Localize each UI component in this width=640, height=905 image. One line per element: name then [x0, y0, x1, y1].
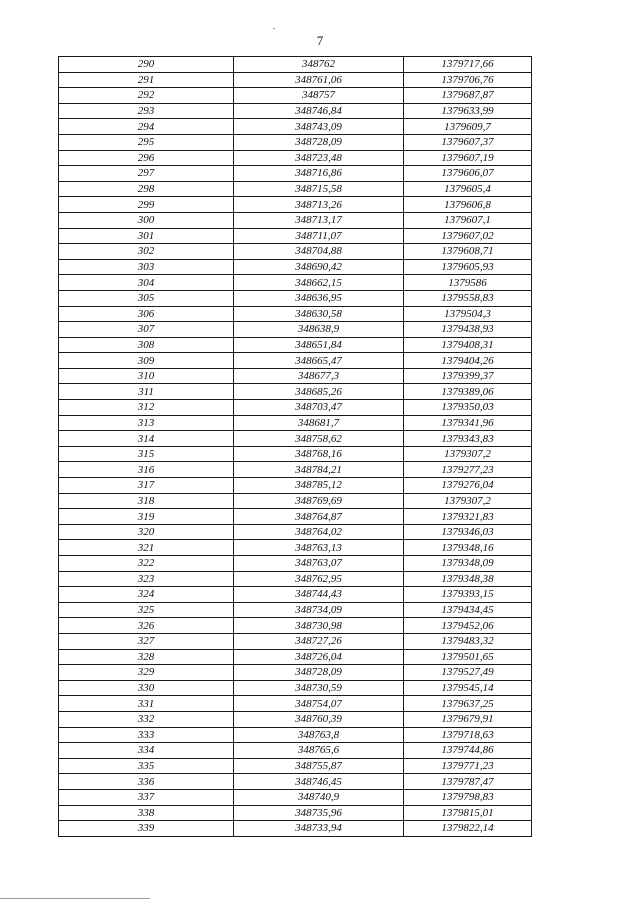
- table-row: [59, 322, 532, 338]
- point-number-cell: 305: [59, 290, 234, 306]
- table-row: [59, 228, 532, 244]
- point-number-cell: 334: [59, 743, 234, 759]
- table-row: [59, 540, 532, 556]
- table-row: [59, 493, 532, 509]
- x-coordinate-cell: 348630,58: [234, 306, 404, 322]
- point-number-cell: 326: [59, 618, 234, 634]
- table-row: [59, 259, 532, 275]
- point-number-cell: 319: [59, 509, 234, 525]
- point-number-cell: 299: [59, 197, 234, 213]
- point-number-cell: 304: [59, 275, 234, 291]
- table-row: [59, 353, 532, 369]
- y-coordinate-cell: 1379389,06: [404, 384, 532, 400]
- point-number-cell: 317: [59, 478, 234, 494]
- x-coordinate-cell: 348723,48: [234, 150, 404, 166]
- x-coordinate-cell: 348716,86: [234, 166, 404, 182]
- point-number-cell: 306: [59, 306, 234, 322]
- table-row: [59, 400, 532, 416]
- y-coordinate-cell: 1379606,07: [404, 166, 532, 182]
- table-row: [59, 462, 532, 478]
- x-coordinate-cell: 348764,02: [234, 524, 404, 540]
- point-number-cell: 311: [59, 384, 234, 400]
- table-row: [59, 384, 532, 400]
- y-coordinate-cell: 1379399,37: [404, 368, 532, 384]
- point-number-cell: 324: [59, 587, 234, 603]
- x-coordinate-cell: 348757: [234, 88, 404, 104]
- y-coordinate-cell: 1379815,01: [404, 805, 532, 821]
- table-row: [59, 571, 532, 587]
- point-number-cell: 302: [59, 244, 234, 260]
- x-coordinate-cell: 348665,47: [234, 353, 404, 369]
- y-coordinate-cell: 1379348,16: [404, 540, 532, 556]
- table-row: [59, 478, 532, 494]
- y-coordinate-cell: 1379483,32: [404, 633, 532, 649]
- y-coordinate-cell: 1379545,14: [404, 680, 532, 696]
- x-coordinate-cell: 348703,47: [234, 400, 404, 416]
- x-coordinate-cell: 348651,84: [234, 337, 404, 353]
- x-coordinate-cell: 348726,04: [234, 649, 404, 665]
- point-number-cell: 332: [59, 711, 234, 727]
- table-row: [59, 680, 532, 696]
- table-row: [59, 556, 532, 572]
- x-coordinate-cell: 348677,3: [234, 368, 404, 384]
- y-coordinate-cell: 1379609,7: [404, 119, 532, 135]
- y-coordinate-cell: 1379346,03: [404, 524, 532, 540]
- x-coordinate-cell: 348743,09: [234, 119, 404, 135]
- point-number-cell: 335: [59, 758, 234, 774]
- x-coordinate-cell: 348763,8: [234, 727, 404, 743]
- point-number-cell: 309: [59, 353, 234, 369]
- point-number-cell: 294: [59, 119, 234, 135]
- x-coordinate-cell: 348785,12: [234, 478, 404, 494]
- point-number-cell: 303: [59, 259, 234, 275]
- table-row: [59, 805, 532, 821]
- x-coordinate-cell: 348690,42: [234, 259, 404, 275]
- x-coordinate-cell: 348681,7: [234, 415, 404, 431]
- table-row: [59, 290, 532, 306]
- x-coordinate-cell: 348763,07: [234, 556, 404, 572]
- point-number-cell: 339: [59, 821, 234, 837]
- table-row: [59, 166, 532, 182]
- y-coordinate-cell: 1379606,8: [404, 197, 532, 213]
- y-coordinate-cell: 1379633,99: [404, 103, 532, 119]
- point-number-cell: 291: [59, 72, 234, 88]
- point-number-cell: 307: [59, 322, 234, 338]
- y-coordinate-cell: 1379706,76: [404, 72, 532, 88]
- point-number-cell: 297: [59, 166, 234, 182]
- x-coordinate-cell: 348715,58: [234, 181, 404, 197]
- y-coordinate-cell: 1379607,19: [404, 150, 532, 166]
- table-row: [59, 649, 532, 665]
- point-number-cell: 312: [59, 400, 234, 416]
- table-row: [59, 743, 532, 759]
- x-coordinate-cell: 348728,09: [234, 665, 404, 681]
- table-row: [59, 727, 532, 743]
- x-coordinate-cell: 348758,62: [234, 431, 404, 447]
- x-coordinate-cell: 348713,17: [234, 212, 404, 228]
- x-coordinate-cell: 348769,69: [234, 493, 404, 509]
- y-coordinate-cell: 1379341,96: [404, 415, 532, 431]
- x-coordinate-cell: 348713,26: [234, 197, 404, 213]
- y-coordinate-cell: 1379527,49: [404, 665, 532, 681]
- x-coordinate-cell: 348760,39: [234, 711, 404, 727]
- y-coordinate-cell: 1379637,25: [404, 696, 532, 712]
- x-coordinate-cell: 348662,15: [234, 275, 404, 291]
- y-coordinate-cell: 1379787,47: [404, 774, 532, 790]
- table-row: [59, 696, 532, 712]
- table-row: [59, 415, 532, 431]
- footer-line: [0, 898, 150, 899]
- table-row: [59, 197, 532, 213]
- point-number-cell: 316: [59, 462, 234, 478]
- x-coordinate-cell: 348746,45: [234, 774, 404, 790]
- y-coordinate-cell: 1379438,93: [404, 322, 532, 338]
- point-number-cell: 327: [59, 633, 234, 649]
- point-number-cell: 321: [59, 540, 234, 556]
- table-row: [59, 244, 532, 260]
- y-coordinate-cell: 1379608,71: [404, 244, 532, 260]
- point-number-cell: 333: [59, 727, 234, 743]
- y-coordinate-cell: 1379452,06: [404, 618, 532, 634]
- table-row: [59, 758, 532, 774]
- point-number-cell: 328: [59, 649, 234, 665]
- table-row: [59, 337, 532, 353]
- y-coordinate-cell: 1379687,87: [404, 88, 532, 104]
- y-coordinate-cell: 1379348,09: [404, 556, 532, 572]
- point-number-cell: 298: [59, 181, 234, 197]
- y-coordinate-cell: 1379501,65: [404, 649, 532, 665]
- point-number-cell: 314: [59, 431, 234, 447]
- x-coordinate-cell: 348711,07: [234, 228, 404, 244]
- x-coordinate-cell: 348762,95: [234, 571, 404, 587]
- x-coordinate-cell: 348744,43: [234, 587, 404, 603]
- table-row: [59, 665, 532, 681]
- y-coordinate-cell: 1379717,66: [404, 57, 532, 73]
- table-row: [59, 618, 532, 634]
- table-row: [59, 633, 532, 649]
- table-row: [59, 509, 532, 525]
- x-coordinate-cell: 348636,95: [234, 290, 404, 306]
- table-row: [59, 119, 532, 135]
- table-row: [59, 368, 532, 384]
- y-coordinate-cell: 1379605,4: [404, 181, 532, 197]
- x-coordinate-cell: 348754,07: [234, 696, 404, 712]
- point-number-cell: 318: [59, 493, 234, 509]
- table-row: [59, 306, 532, 322]
- x-coordinate-cell: 348730,59: [234, 680, 404, 696]
- coordinates-table: [58, 56, 532, 837]
- x-coordinate-cell: 348762: [234, 57, 404, 73]
- x-coordinate-cell: 348784,21: [234, 462, 404, 478]
- y-coordinate-cell: 1379276,04: [404, 478, 532, 494]
- point-number-cell: 330: [59, 680, 234, 696]
- point-number-cell: 325: [59, 602, 234, 618]
- point-number-cell: 295: [59, 134, 234, 150]
- table-row: [59, 212, 532, 228]
- table-row: [59, 446, 532, 462]
- point-number-cell: 331: [59, 696, 234, 712]
- y-coordinate-cell: 1379607,02: [404, 228, 532, 244]
- y-coordinate-cell: 1379307,2: [404, 493, 532, 509]
- table-row: [59, 587, 532, 603]
- point-number-cell: 290: [59, 57, 234, 73]
- y-coordinate-cell: 1379434,45: [404, 602, 532, 618]
- point-number-cell: 308: [59, 337, 234, 353]
- y-coordinate-cell: 1379558,83: [404, 290, 532, 306]
- table-row: [59, 774, 532, 790]
- table-row: [59, 789, 532, 805]
- x-coordinate-cell: 348638,9: [234, 322, 404, 338]
- table-row: [59, 181, 532, 197]
- x-coordinate-cell: 348761,06: [234, 72, 404, 88]
- page-number: 7: [316, 33, 324, 48]
- y-coordinate-cell: 1379321,83: [404, 509, 532, 525]
- x-coordinate-cell: 348704,88: [234, 244, 404, 260]
- y-coordinate-cell: 1379822,14: [404, 821, 532, 837]
- y-coordinate-cell: 1379679,91: [404, 711, 532, 727]
- point-number-cell: 322: [59, 556, 234, 572]
- point-number-cell: 313: [59, 415, 234, 431]
- table-row: [59, 103, 532, 119]
- x-coordinate-cell: 348734,09: [234, 602, 404, 618]
- table-row: [59, 57, 532, 73]
- x-coordinate-cell: 348730,98: [234, 618, 404, 634]
- x-coordinate-cell: 348740,9: [234, 789, 404, 805]
- x-coordinate-cell: 348764,87: [234, 509, 404, 525]
- y-coordinate-cell: 1379586: [404, 275, 532, 291]
- x-coordinate-cell: 348728,09: [234, 134, 404, 150]
- x-coordinate-cell: 348746,84: [234, 103, 404, 119]
- y-coordinate-cell: 1379718,63: [404, 727, 532, 743]
- x-coordinate-cell: 348685,26: [234, 384, 404, 400]
- x-coordinate-cell: 348768,16: [234, 446, 404, 462]
- table-row: [59, 431, 532, 447]
- table-row: [59, 72, 532, 88]
- point-number-cell: 293: [59, 103, 234, 119]
- x-coordinate-cell: 348763,13: [234, 540, 404, 556]
- y-coordinate-cell: 1379744,86: [404, 743, 532, 759]
- point-number-cell: 336: [59, 774, 234, 790]
- point-number-cell: 320: [59, 524, 234, 540]
- x-coordinate-cell: 348735,96: [234, 805, 404, 821]
- table-row: [59, 602, 532, 618]
- point-number-cell: 337: [59, 789, 234, 805]
- y-coordinate-cell: 1379307,2: [404, 446, 532, 462]
- y-coordinate-cell: 1379350,03: [404, 400, 532, 416]
- point-number-cell: 310: [59, 368, 234, 384]
- point-number-cell: 338: [59, 805, 234, 821]
- point-number-cell: 323: [59, 571, 234, 587]
- table-row: [59, 275, 532, 291]
- y-coordinate-cell: 1379348,38: [404, 571, 532, 587]
- table-row: [59, 88, 532, 104]
- y-coordinate-cell: 1379408,31: [404, 337, 532, 353]
- y-coordinate-cell: 1379607,37: [404, 134, 532, 150]
- y-coordinate-cell: 1379404,26: [404, 353, 532, 369]
- x-coordinate-cell: 348765,6: [234, 743, 404, 759]
- table-row: [59, 524, 532, 540]
- x-coordinate-cell: 348733,94: [234, 821, 404, 837]
- y-coordinate-cell: 1379605,93: [404, 259, 532, 275]
- scan-speck: [273, 28, 275, 29]
- y-coordinate-cell: 1379771,23: [404, 758, 532, 774]
- table-row: [59, 150, 532, 166]
- y-coordinate-cell: 1379504,3: [404, 306, 532, 322]
- point-number-cell: 315: [59, 446, 234, 462]
- point-number-cell: 296: [59, 150, 234, 166]
- point-number-cell: 301: [59, 228, 234, 244]
- y-coordinate-cell: 1379607,1: [404, 212, 532, 228]
- coordinates-table-body: [59, 57, 532, 837]
- point-number-cell: 329: [59, 665, 234, 681]
- y-coordinate-cell: 1379277,23: [404, 462, 532, 478]
- y-coordinate-cell: 1379798,83: [404, 789, 532, 805]
- point-number-cell: 292: [59, 88, 234, 104]
- y-coordinate-cell: 1379393,15: [404, 587, 532, 603]
- table-row: [59, 821, 532, 837]
- table-row: [59, 711, 532, 727]
- table-row: [59, 134, 532, 150]
- point-number-cell: 300: [59, 212, 234, 228]
- x-coordinate-cell: 348755,87: [234, 758, 404, 774]
- x-coordinate-cell: 348727,26: [234, 633, 404, 649]
- y-coordinate-cell: 1379343,83: [404, 431, 532, 447]
